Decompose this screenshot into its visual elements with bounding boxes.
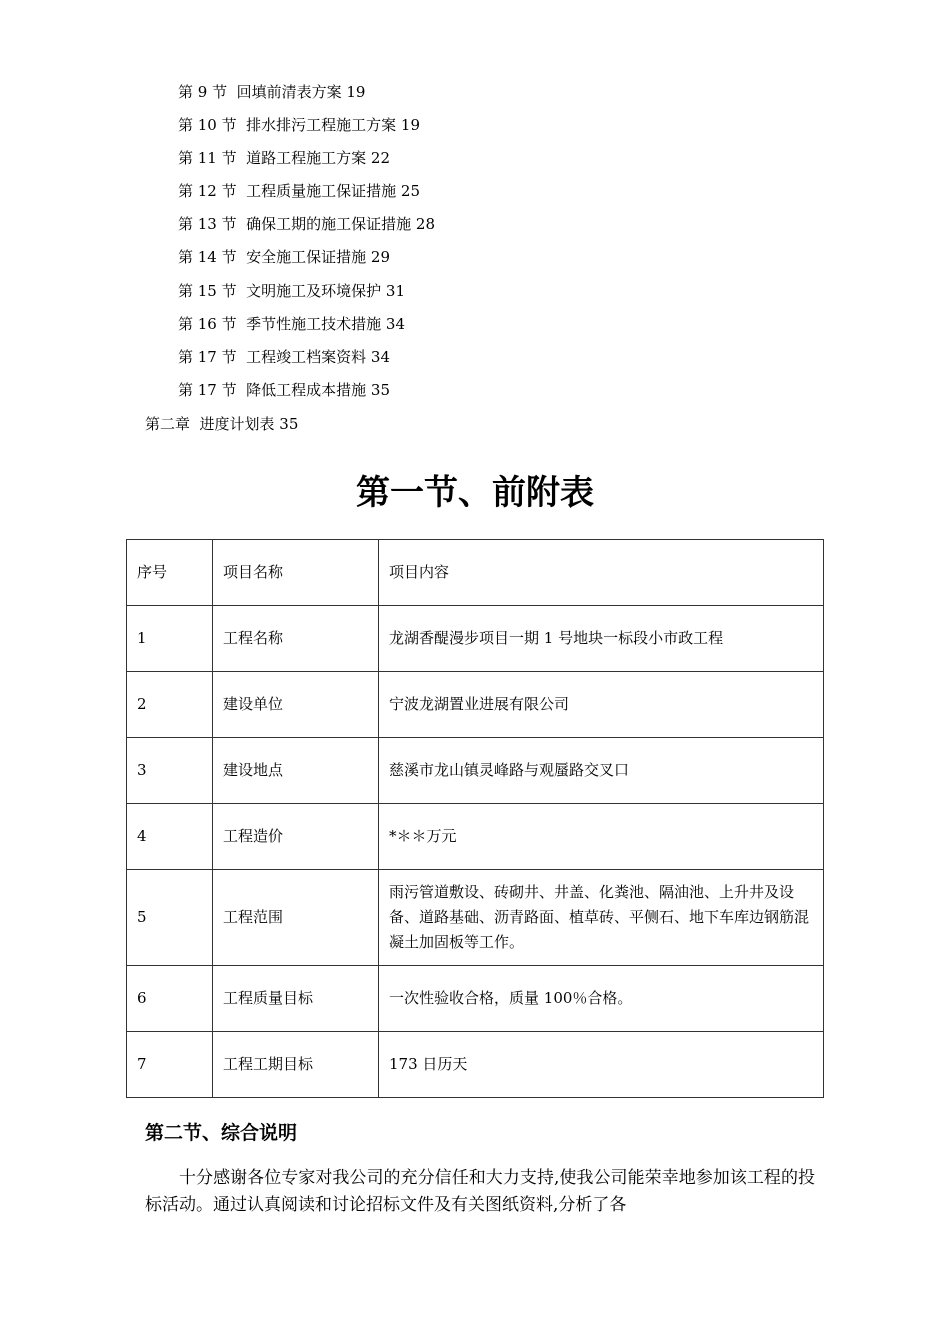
table-cell: 2 — [127, 672, 213, 738]
toc-item[interactable]: 第 15 节 文明施工及环境保护 31 — [178, 282, 406, 300]
table-cell: 1 — [127, 606, 213, 672]
table-cell: *＊＊万元 — [379, 804, 824, 870]
table-cell: 建设单位 — [213, 672, 379, 738]
table-cell: 7 — [127, 1032, 213, 1098]
header-cell: 序号 — [127, 540, 213, 606]
table-cell: 6 — [127, 966, 213, 1032]
table-cell: 3 — [127, 738, 213, 804]
table-row — [127, 1032, 824, 1098]
table-row — [127, 966, 824, 1032]
table-cell: 5 — [127, 870, 213, 966]
table-cell: 4 — [127, 804, 213, 870]
body-paragraph: 十分感谢各位专家对我公司的充分信任和大力支持,使我公司能荣幸地参加该工程的投标活动。通过认真阅读和讨论招标文件及有关图纸资料,分析了各 — [145, 1168, 815, 1215]
section-title: 第一节、前附表 — [356, 473, 594, 513]
table-cell: 慈溪市龙山镇灵峰路与观蜃路交叉口 — [379, 738, 824, 804]
table-row — [127, 738, 824, 804]
table-row — [127, 870, 824, 966]
table-cell: 工程名称 — [213, 606, 379, 672]
table-cell: 龙湖香醍漫步项目一期 1 号地块一标段小市政工程 — [379, 606, 824, 672]
toc-item[interactable]: 第 9 节 回填前清表方案 19 — [178, 83, 366, 101]
toc-item[interactable]: 第 14 节 安全施工保证措施 29 — [178, 248, 391, 266]
table-cell: 宁波龙湖置业进展有限公司 — [379, 672, 824, 738]
table-row — [127, 672, 824, 738]
table-cell: 工程造价 — [213, 804, 379, 870]
table-cell: 173 日历天 — [379, 1032, 824, 1098]
toc-chapter[interactable]: 第二章 进度计划表 35 — [145, 415, 299, 433]
toc-item[interactable]: 第 17 节 工程竣工档案资料 34 — [178, 348, 391, 366]
table-header-row — [127, 540, 824, 606]
project-info-table — [126, 539, 824, 1098]
subsection-title: 第二节、综合说明 — [145, 1122, 298, 1144]
table-cell: 雨污管道敷设、砖砌井、井盖、化粪池、隔油池、上升井及设备、道路基础、沥青路面、植草砖、平侧石、地下车库边钢筋混凝土加固板等工作。 — [379, 870, 824, 966]
toc-item[interactable]: 第 16 节 季节性施工技术措施 34 — [178, 315, 406, 333]
table-row — [127, 804, 824, 870]
table-cell: 一次性验收合格，质量 100％合格。 — [379, 966, 824, 1032]
toc-item[interactable]: 第 10 节 排水排污工程施工方案 19 — [178, 116, 421, 134]
header-cell: 项目内容 — [379, 540, 824, 606]
table-cell: 工程工期目标 — [213, 1032, 379, 1098]
toc-item[interactable]: 第 17 节 降低工程成本措施 35 — [178, 381, 391, 399]
toc-item[interactable]: 第 11 节 道路工程施工方案 22 — [178, 149, 391, 167]
toc-item[interactable]: 第 13 节 确保工期的施工保证措施 28 — [178, 215, 436, 233]
table-row — [127, 606, 824, 672]
table-cell: 工程质量目标 — [213, 966, 379, 1032]
header-cell: 项目名称 — [213, 540, 379, 606]
table-cell: 建设地点 — [213, 738, 379, 804]
toc-item[interactable]: 第 12 节 工程质量施工保证措施 25 — [178, 182, 421, 200]
table-cell: 工程范围 — [213, 870, 379, 966]
